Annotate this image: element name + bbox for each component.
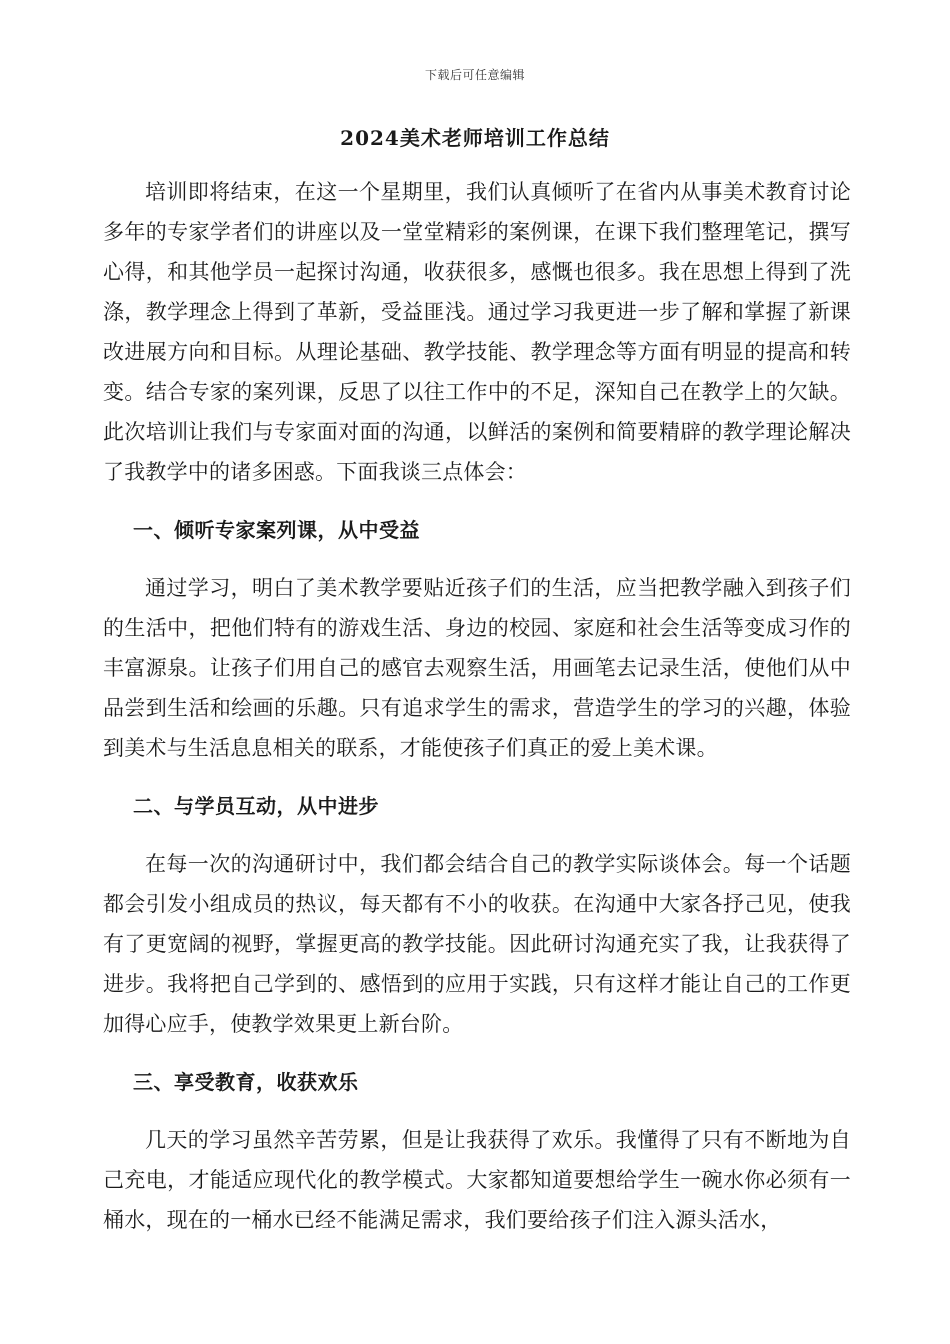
header-note: 下载后可任意编辑 <box>424 68 525 82</box>
section-paragraph-2: 在每一次的沟通研讨中，我们都会结合自己的教学实际谈体会。每一个话题都会引发小组成员的热议，每天都有不小的收获。在沟通中大家各抒己见，使我有了更宽阔的视野，掌握更高的教学技能。因此研讨沟通充实了我，让我获得了进步。我将把自己学到的、感悟到的应用于实践，只有这样才能让自己的工作更加得心应手，使教学效果更上新台阶。 <box>103 852 851 1036</box>
section-paragraph-1: 通过学习，明白了美术教学要贴近孩子们的生活，应当把教学融入到孩子们的生活中，把他们特有的游戏生活、身边的校园、家庭和社会生活等变成习作的丰富源泉。让孩子们用自己的感官去观察生活，用画笔去记录生活，使他们从中品尝到生活和绘画的乐趣。只有追求学生的需求，营造学生的学习的兴趣，体验到美术与生活息息相关的联系，才能使孩子们真正的爱上美术课。 <box>103 576 851 760</box>
document-title: 2024美术老师培训工作总结 <box>340 126 610 150</box>
intro-paragraph: 培训即将结束，在这一个星期里，我们认真倾听了在省内从事美术教育讨论多年的专家学者们的讲座以及一堂堂精彩的案例课，在课下我们整理笔记，撰写心得，和其他学员一起探讨沟通，收获很多，感慨也很多。我在思想上得到了洗涤，教学理念上得到了革新，受益匪浅。通过学习我更进一步了解和掌握了新课改进展方向和目标。从理论基础、教学技能、教学理念等方面有明显的提高和转变。结合专家的案列课，反思了以往工作中的不足，深知自己在教学上的欠缺。此次培训让我们与专家面对面的沟通，以鲜活的案例和简要精辟的教学理论解决了我教学中的诸多困惑。下面我谈三点体会： <box>103 180 851 484</box>
document-body <box>103 172 851 1240</box>
section-heading-2: 二、与学员互动，从中进步 <box>133 794 379 818</box>
section-paragraph-3: 几天的学习虽然辛苦劳累，但是让我获得了欢乐。我懂得了只有不断地为自己充电，才能适应现代化的教学模式。大家都知道要想给学生一碗水你必须有一桶水，现在的一桶水已经不能满足需求，我们要给孩子们注入源头活水， <box>103 1128 851 1232</box>
section-heading-1: 一、倾听专家案列课，从中受益 <box>133 518 420 542</box>
section-heading-3: 三、享受教育，收获欢乐 <box>133 1070 359 1094</box>
